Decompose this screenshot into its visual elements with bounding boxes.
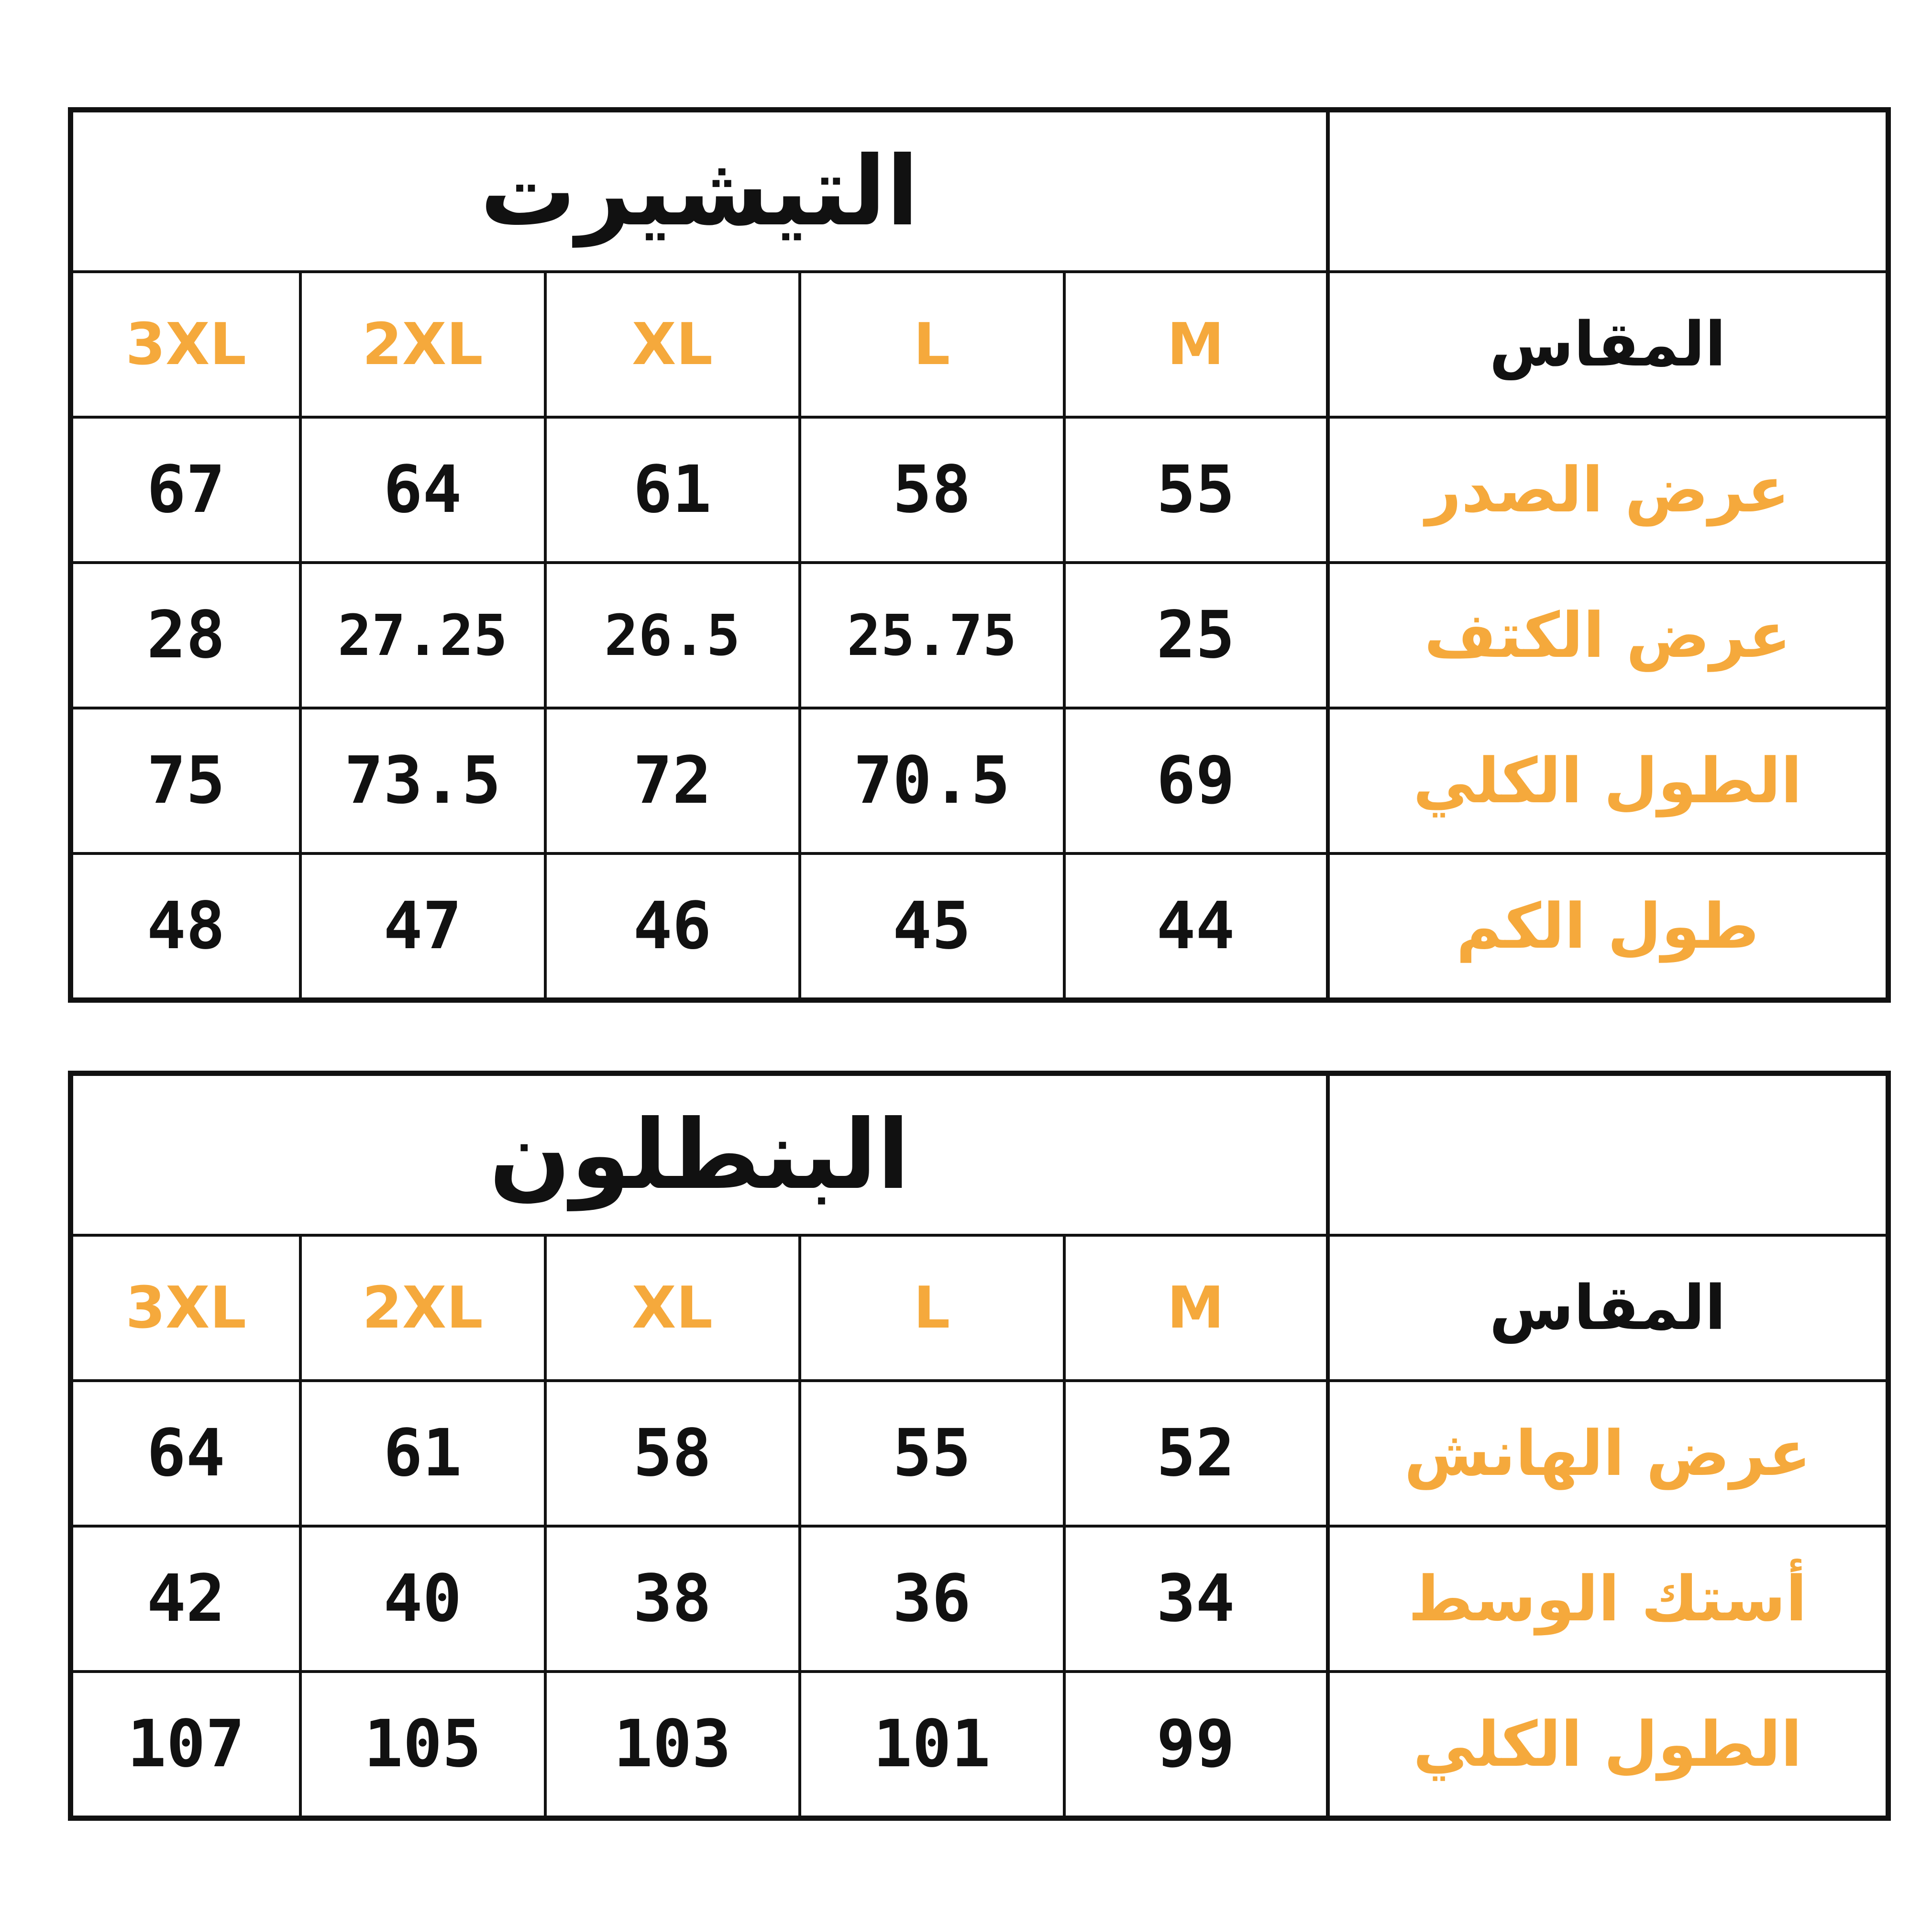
tshirt-size-m: M	[1064, 272, 1328, 417]
row-label-cell	[1328, 1672, 1888, 1818]
value-cell: 58	[800, 417, 1064, 563]
tshirt-title: التيشيرت	[480, 135, 919, 247]
tshirt-title-empty-cell	[1328, 110, 1888, 272]
pants-title-empty-cell	[1328, 1074, 1888, 1236]
tshirt-size-l: L	[800, 272, 1064, 417]
tshirt-size-xl: XL	[545, 272, 800, 417]
row-label: عرض الصدر	[1425, 454, 1790, 526]
value-cell: 44	[1064, 853, 1328, 1000]
value-cell: 55	[800, 1381, 1064, 1526]
value-cell: 61	[545, 417, 800, 563]
pants-param-header: المقاس	[1489, 1272, 1726, 1344]
value-cell: 107	[71, 1672, 300, 1818]
table-row	[71, 1526, 1888, 1672]
table-row	[71, 708, 1888, 853]
row-label-cell	[1328, 417, 1888, 563]
row-label: الطول الكلي	[1413, 1708, 1802, 1781]
table-row	[71, 853, 1888, 1000]
table-row	[71, 1672, 1888, 1818]
pants-title-cell	[71, 1074, 1328, 1236]
value-cell: 34	[1064, 1526, 1328, 1672]
value-cell: 25	[1064, 563, 1328, 708]
table-row	[71, 563, 1888, 708]
tshirt-size-3xl: 3XL	[71, 272, 300, 417]
pants-size-m: M	[1064, 1235, 1328, 1381]
row-label-cell	[1328, 563, 1888, 708]
value-cell: 48	[71, 853, 300, 1000]
value-cell: 52	[1064, 1381, 1328, 1526]
tshirt-title-cell	[71, 110, 1328, 272]
value-cell: 64	[300, 417, 545, 563]
tshirt-param-header-cell	[1328, 272, 1888, 417]
row-label-cell	[1328, 708, 1888, 853]
value-cell: 58	[545, 1381, 800, 1526]
value-cell: 75	[71, 708, 300, 853]
pants-size-table	[68, 1071, 1891, 1821]
value-cell: 61	[300, 1381, 545, 1526]
value-cell: 26.5	[545, 563, 800, 708]
value-cell: 27.25	[300, 563, 545, 708]
tshirt-param-header: المقاس	[1489, 309, 1726, 380]
tshirt-title-row	[71, 110, 1888, 272]
value-cell: 101	[800, 1672, 1064, 1818]
value-cell: 72	[545, 708, 800, 853]
pants-size-xl: XL	[545, 1235, 800, 1381]
value-cell: 40	[300, 1526, 545, 1672]
value-cell: 69	[1064, 708, 1328, 853]
value-cell: 73.5	[300, 708, 545, 853]
row-label: عرض الكتف	[1424, 599, 1791, 672]
pants-size-2xl: 2XL	[300, 1235, 545, 1381]
table-row	[71, 1381, 1888, 1526]
value-cell: 46	[545, 853, 800, 1000]
pants-title: البنطلون	[489, 1099, 910, 1211]
tshirt-size-table	[68, 107, 1891, 1003]
row-label: طول الكم	[1456, 890, 1759, 963]
value-cell: 70.5	[800, 708, 1064, 853]
value-cell: 99	[1064, 1672, 1328, 1818]
row-label: عرض الهانش	[1404, 1417, 1811, 1490]
value-cell: 38	[545, 1526, 800, 1672]
value-cell: 64	[71, 1381, 300, 1526]
value-cell: 25.75	[800, 563, 1064, 708]
table-row	[71, 417, 1888, 563]
value-cell: 36	[800, 1526, 1064, 1672]
row-label-cell	[1328, 853, 1888, 1000]
row-label-cell	[1328, 1381, 1888, 1526]
pants-title-row	[71, 1074, 1888, 1236]
value-cell: 105	[300, 1672, 545, 1818]
value-cell: 103	[545, 1672, 800, 1818]
value-cell: 28	[71, 563, 300, 708]
tshirt-size-2xl: 2XL	[300, 272, 545, 417]
pants-param-header-cell	[1328, 1235, 1888, 1381]
value-cell: 42	[71, 1526, 300, 1672]
pants-size-l: L	[800, 1235, 1064, 1381]
value-cell: 55	[1064, 417, 1328, 563]
value-cell: 45	[800, 853, 1064, 1000]
value-cell: 67	[71, 417, 300, 563]
pants-size-header-row	[71, 1235, 1888, 1381]
tshirt-size-header-row	[71, 272, 1888, 417]
row-label: الطول الكلي	[1413, 744, 1802, 817]
pants-size-3xl: 3XL	[71, 1235, 300, 1381]
value-cell: 47	[300, 853, 545, 1000]
row-label-cell	[1328, 1526, 1888, 1672]
row-label: أستك الوسط	[1408, 1562, 1807, 1635]
